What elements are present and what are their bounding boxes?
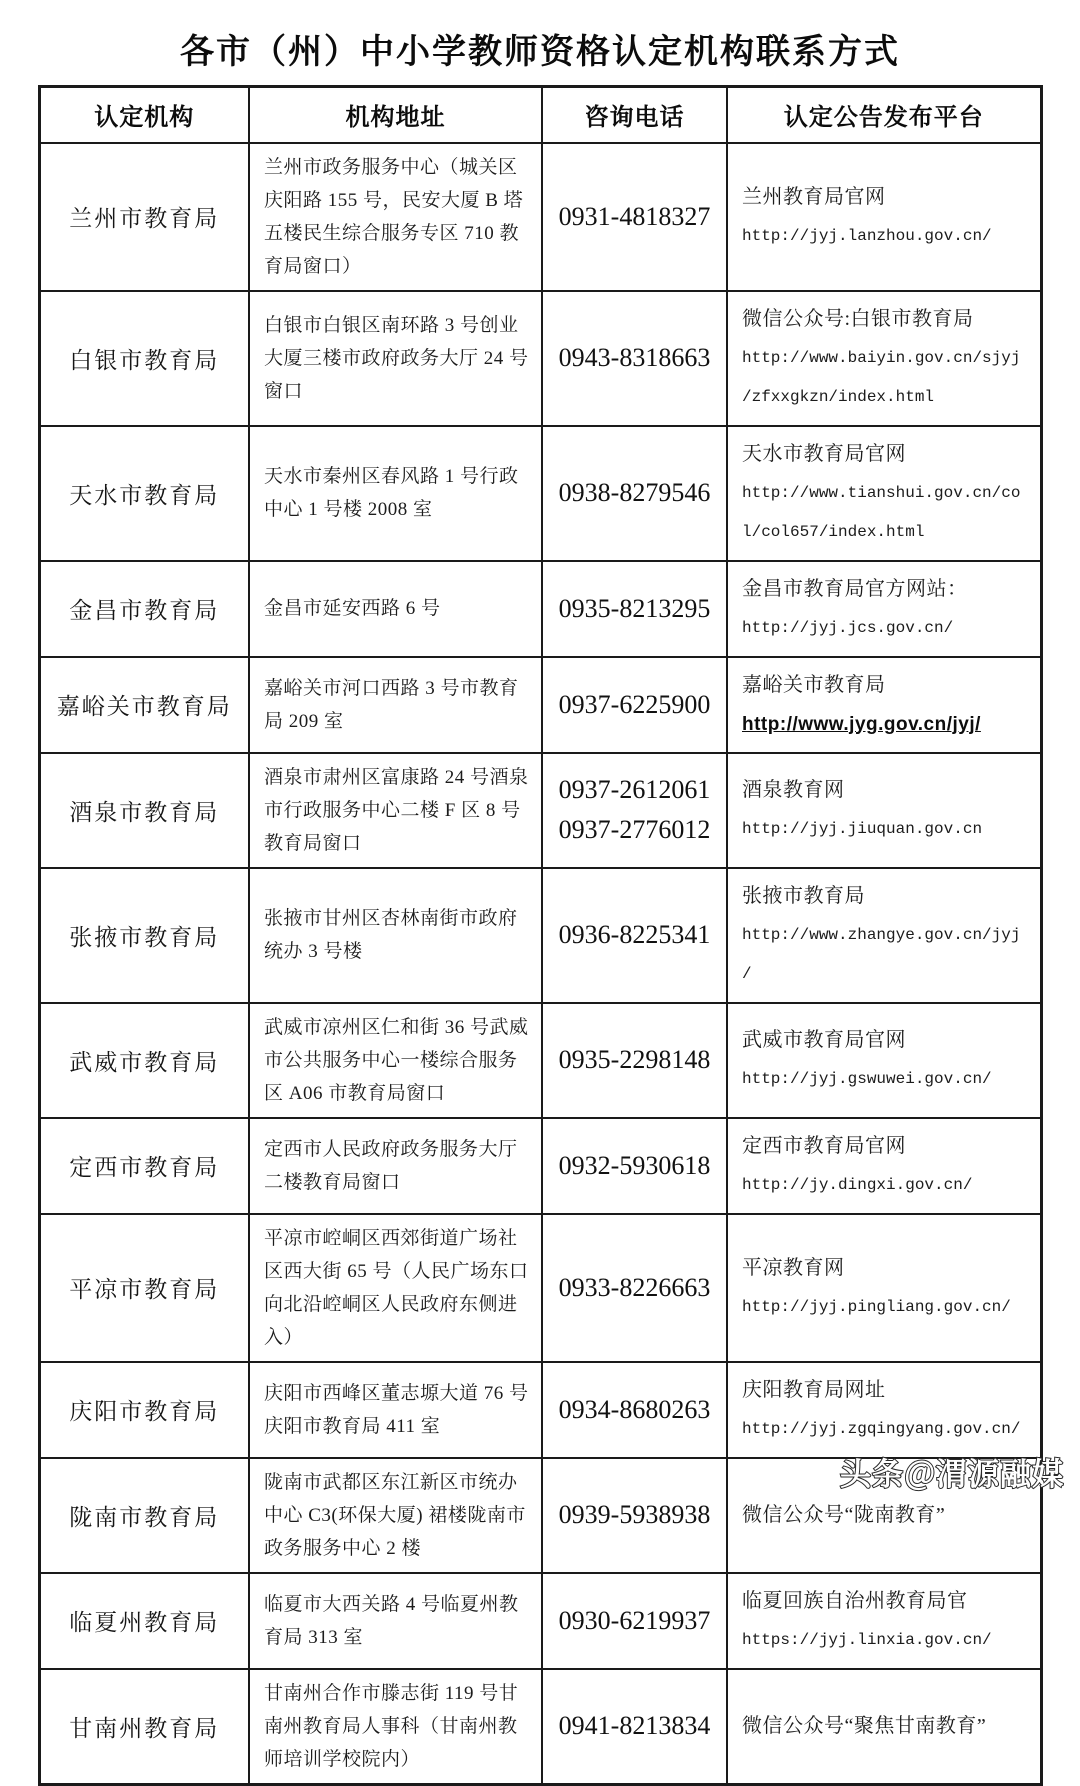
agency-cell: 酒泉市教育局 xyxy=(39,753,249,868)
platform-name: 金昌市教育局官方网站： xyxy=(742,577,968,600)
platform-name: 平凉教育网 xyxy=(742,1256,845,1279)
phone-number: 0936-8225341 xyxy=(558,920,711,949)
agency-cell: 金昌市教育局 xyxy=(39,561,249,657)
phone-cell xyxy=(542,1362,727,1458)
platform-url: http://jyj.zgqingyang.gov.cn/ xyxy=(742,1419,1021,1438)
platform-url: http://jyj.pingliang.gov.cn/ xyxy=(742,1297,1011,1316)
platform-cell xyxy=(727,143,1041,291)
address-cell: 天水市秦州区春风路 1 号行政中心 1 号楼 2008 室 xyxy=(249,426,542,561)
platform-cell xyxy=(727,868,1041,1003)
platform-name: 定西市教育局官网 xyxy=(742,1134,906,1157)
table-row xyxy=(39,561,1041,657)
phone-number: 0935-2298148 xyxy=(558,1045,711,1074)
phone-number: 0938-8279546 xyxy=(558,478,711,507)
header-phone: 咨询电话 xyxy=(542,87,727,143)
address-cell: 武威市凉州区仁和街 36 号武威市公共服务中心一楼综合服务区 A06 市教育局窗口 xyxy=(249,1003,542,1118)
address-cell: 临夏市大西关路 4 号临夏州教育局 313 室 xyxy=(249,1573,542,1669)
platform-cell xyxy=(727,1214,1041,1362)
document-page xyxy=(0,24,1080,1770)
contact-table xyxy=(38,85,1043,1786)
platform-name: 兰州教育局官网 xyxy=(742,185,886,208)
phone-cell xyxy=(542,1118,727,1214)
phone-cell xyxy=(542,1214,727,1362)
table-row xyxy=(39,1573,1041,1669)
table-body xyxy=(39,143,1041,1785)
phone-number: 0933-8226663 xyxy=(558,1272,711,1302)
platform-name: 天水市教育局官网 xyxy=(742,442,906,465)
header-agency: 认定机构 xyxy=(39,87,249,143)
table-row xyxy=(39,868,1041,1003)
agency-cell: 平凉市教育局 xyxy=(39,1214,249,1362)
table-header xyxy=(39,87,1041,143)
phone-cell xyxy=(542,426,727,561)
address-cell: 庆阳市西峰区董志塬大道 76 号庆阳市教育局 411 室 xyxy=(249,1362,542,1458)
platform-url: https://jyj.linxia.gov.cn/ xyxy=(742,1630,992,1649)
address-cell: 金昌市延安西路 6 号 xyxy=(249,561,542,657)
phone-cell xyxy=(542,1669,727,1785)
phone-cell xyxy=(542,657,727,753)
header-row xyxy=(39,87,1041,143)
header-address: 机构地址 xyxy=(249,87,542,143)
platform-name: 张掖市教育局 xyxy=(742,884,865,907)
platform-name: 嘉峪关市教育局 xyxy=(742,673,886,696)
phone-number: 0939-5938938 xyxy=(558,1500,711,1529)
agency-cell: 张掖市教育局 xyxy=(39,868,249,1003)
page-title: 各市（州）中小学教师资格认定机构联系方式 xyxy=(180,33,900,71)
address-cell: 陇南市武都区东江新区市统办中心 C3(环保大厦) 裙楼陇南市政务服务中心 2 楼 xyxy=(249,1458,542,1573)
platform-url: http://www.jyg.gov.cn/jyj/ xyxy=(742,713,981,735)
platform-cell xyxy=(727,1003,1041,1118)
platform-url: /zfxxgkzn/index.html xyxy=(742,387,935,406)
address-cell: 白银市白银区南环路 3 号创业大厦三楼市政府政务大厅 24 号窗口 xyxy=(249,291,542,426)
platform-url: http://www.baiyin.gov.cn/sjyj xyxy=(742,348,1021,367)
platform-url: / xyxy=(742,964,752,983)
address-cell: 甘南州合作市滕志街 119 号甘南州教育局人事科（甘南州教师培训学校院内） xyxy=(249,1669,542,1785)
phone-number: 0931-4818327 xyxy=(558,201,711,231)
platform-cell xyxy=(727,561,1041,657)
address-cell: 兰州市政务服务中心（城关区庆阳路 155 号，民安大厦 B 塔五楼民生综合服务专区 710 教育局窗口） xyxy=(249,143,542,291)
platform-name: 微信公众号:白银市教育局 xyxy=(742,307,974,330)
phone-number: 0943-8318663 xyxy=(558,343,711,372)
table-row xyxy=(39,1214,1041,1362)
agency-cell: 陇南市教育局 xyxy=(39,1458,249,1573)
address-cell: 张掖市甘州区杏林南街市政府统办 3 号楼 xyxy=(249,868,542,1003)
platform-name: 武威市教育局官网 xyxy=(742,1029,906,1051)
address-cell: 平凉市崆峒区西郊街道广场社区西大街 65 号（人民广场东口向北沿崆峒区人民政府东侧进入） xyxy=(249,1214,542,1362)
table-row xyxy=(39,291,1041,426)
phone-cell xyxy=(542,561,727,657)
platform-cell xyxy=(727,1118,1041,1214)
platform-cell xyxy=(727,1362,1041,1458)
agency-cell: 天水市教育局 xyxy=(39,426,249,561)
platform-url: l/col657/index.html xyxy=(742,522,925,541)
platform-url: http://jyj.lanzhou.gov.cn/ xyxy=(742,226,992,245)
platform-url: http://jy.dingxi.gov.cn/ xyxy=(742,1175,973,1194)
header-platform: 认定公告发布平台 xyxy=(727,87,1041,143)
agency-cell: 庆阳市教育局 xyxy=(39,1362,249,1458)
table-row xyxy=(39,426,1041,561)
phone-cell xyxy=(542,291,727,426)
table-row xyxy=(39,1003,1041,1118)
platform-url: http://jyj.gswuwei.gov.cn/ xyxy=(742,1070,992,1088)
table-row xyxy=(39,1118,1041,1214)
phone-number: 0932-5930618 xyxy=(558,1150,711,1180)
platform-name: 微信公众号“陇南教育” xyxy=(742,1503,946,1526)
phone-number: 0937-2612061 xyxy=(558,775,711,804)
platform-url: http://www.tianshui.gov.cn/co xyxy=(742,483,1021,502)
phone-cell xyxy=(542,1003,727,1118)
platform-cell xyxy=(727,657,1041,753)
phone-number: 0941-8213834 xyxy=(558,1711,711,1740)
phone-cell xyxy=(542,1458,727,1573)
platform-url: http://jyj.jcs.gov.cn/ xyxy=(742,618,954,637)
platform-cell xyxy=(727,1573,1041,1669)
table-row xyxy=(39,753,1041,868)
platform-name: 酒泉教育网 xyxy=(742,779,845,801)
address-cell: 定西市人民政府政务服务大厅二楼教育局窗口 xyxy=(249,1118,542,1214)
address-cell: 嘉峪关市河口西路 3 号市教育局 209 室 xyxy=(249,657,542,753)
table-row xyxy=(39,143,1041,291)
platform-cell xyxy=(727,291,1041,426)
phone-number: 0937-2776012 xyxy=(558,815,711,844)
phone-number: 0935-8213295 xyxy=(558,593,711,623)
phone-cell xyxy=(542,868,727,1003)
phone-number: 0937-6225900 xyxy=(558,689,711,719)
platform-cell xyxy=(727,426,1041,561)
agency-cell: 武威市教育局 xyxy=(39,1003,249,1118)
table-row xyxy=(39,1362,1041,1458)
agency-cell: 白银市教育局 xyxy=(39,291,249,426)
platform-name: 庆阳教育局网址 xyxy=(742,1378,886,1401)
platform-cell xyxy=(727,753,1041,868)
platform-cell xyxy=(727,1669,1041,1785)
agency-cell: 甘南州教育局 xyxy=(39,1669,249,1785)
agency-cell: 临夏州教育局 xyxy=(39,1573,249,1669)
phone-cell xyxy=(542,143,727,291)
agency-cell: 兰州市教育局 xyxy=(39,143,249,291)
agency-cell: 定西市教育局 xyxy=(39,1118,249,1214)
platform-url: http://www.zhangye.gov.cn/jyj xyxy=(742,925,1021,944)
phone-cell xyxy=(542,1573,727,1669)
table-row xyxy=(39,657,1041,753)
phone-number: 0934-8680263 xyxy=(558,1394,711,1424)
address-cell: 酒泉市肃州区富康路 24 号酒泉市行政服务中心二楼 F 区 8 号教育局窗口 xyxy=(249,753,542,868)
agency-cell: 嘉峪关市教育局 xyxy=(39,657,249,753)
platform-url: http://jyj.jiuquan.gov.cn xyxy=(742,820,983,838)
phone-number: 0930-6219937 xyxy=(558,1605,711,1635)
table-row xyxy=(39,1669,1041,1785)
platform-name: 临夏回族自治州教育局官 xyxy=(742,1589,968,1612)
phone-cell xyxy=(542,753,727,868)
platform-name: 微信公众号“聚焦甘南教育” xyxy=(742,1714,987,1737)
watermark-label: 头条＠渭源融媒 xyxy=(840,1457,1064,1492)
